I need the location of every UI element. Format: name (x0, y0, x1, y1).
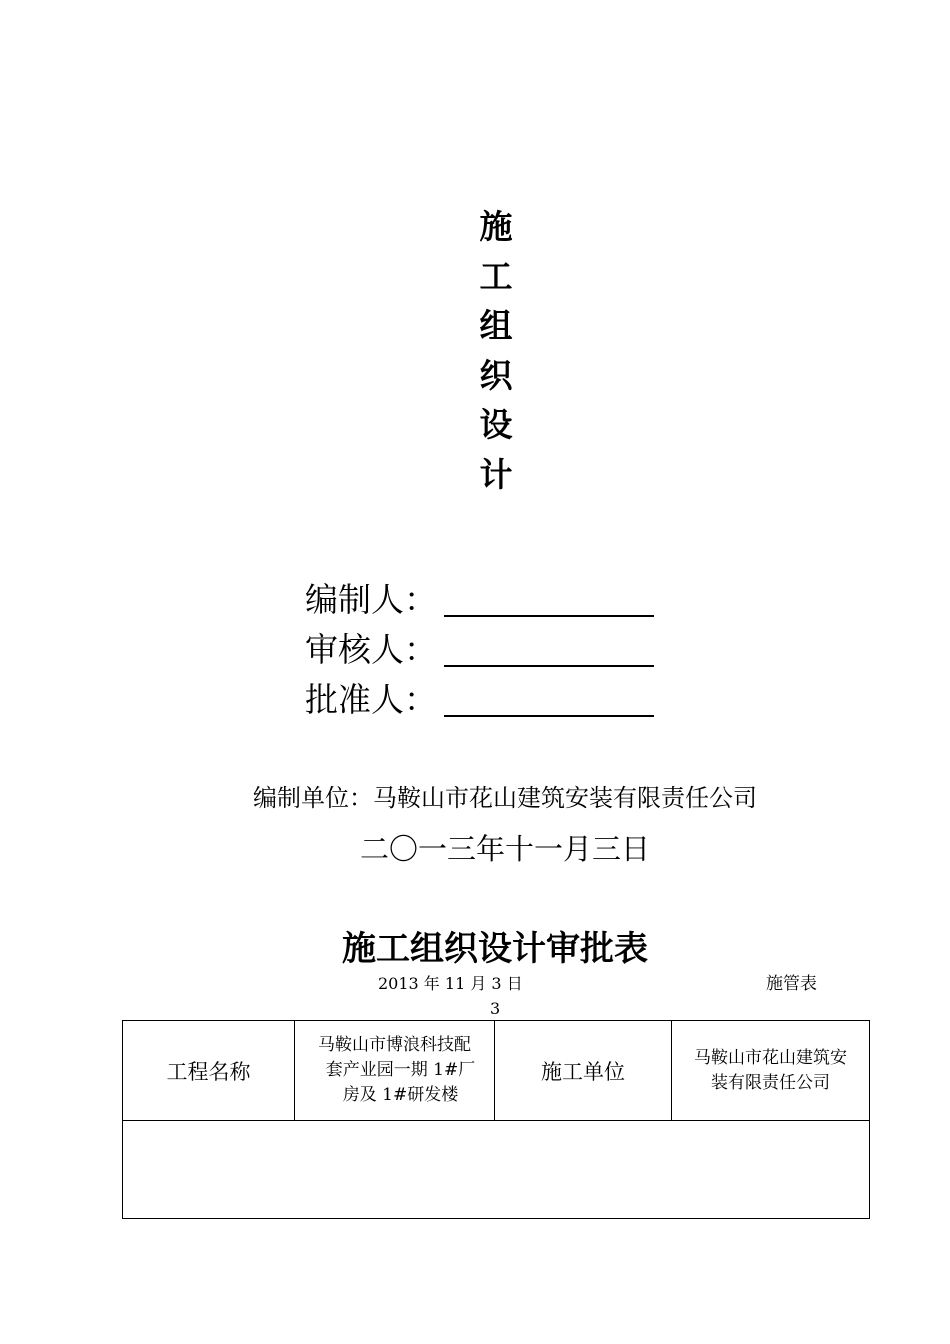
compiling-unit: 编制单位：马鞍山市花山建筑安装有限责任公司 (253, 784, 757, 812)
vertical-document-title (470, 202, 522, 499)
signature-row-approver (305, 678, 437, 722)
contractor-line: 马鞍山市花山建筑安 (694, 1047, 847, 1068)
signature-label: 批准人： (305, 680, 437, 719)
signature-blank-line (444, 715, 654, 717)
contractor-value (672, 1021, 870, 1121)
signature-blank-line (444, 615, 654, 617)
signature-row-compiler (305, 578, 437, 622)
title-char: 组 (479, 306, 513, 345)
approval-form-date: 2013 年 11 月 3 日 (378, 974, 523, 993)
title-char: 织 (479, 355, 513, 395)
project-name-value (295, 1021, 495, 1121)
title-char: 计 (479, 454, 513, 494)
approval-table (122, 1020, 870, 1219)
approval-form-code: 施管表 (766, 974, 817, 994)
signature-row-reviewer (305, 628, 437, 672)
signature-label: 编制人： (305, 580, 437, 619)
cover-date: 二〇一三年十一月三日 (360, 832, 651, 866)
table-row (123, 1021, 870, 1121)
project-name-label: 工程名称 (123, 1021, 295, 1121)
project-name-line: 套产业园一期 1#厂 (325, 1060, 476, 1080)
project-name-line: 马鞍山市博浪科技配 (318, 1035, 471, 1055)
contractor-line: 装有限责任公司 (711, 1072, 830, 1093)
signature-blank-line (444, 665, 654, 667)
title-char: 设 (479, 405, 513, 444)
contractor-label: 施工单位 (495, 1021, 672, 1121)
title-char: 施 (479, 207, 513, 246)
approval-opinion-cell (123, 1121, 870, 1219)
approval-form-code-suffix: 3 (490, 999, 501, 1018)
approval-form-title: 施工组织设计审批表 (342, 929, 648, 969)
table-row (123, 1121, 870, 1219)
signature-label: 审核人： (305, 630, 437, 669)
title-char: 工 (479, 256, 513, 296)
project-name-line: 房及 1#研发楼 (342, 1085, 459, 1105)
